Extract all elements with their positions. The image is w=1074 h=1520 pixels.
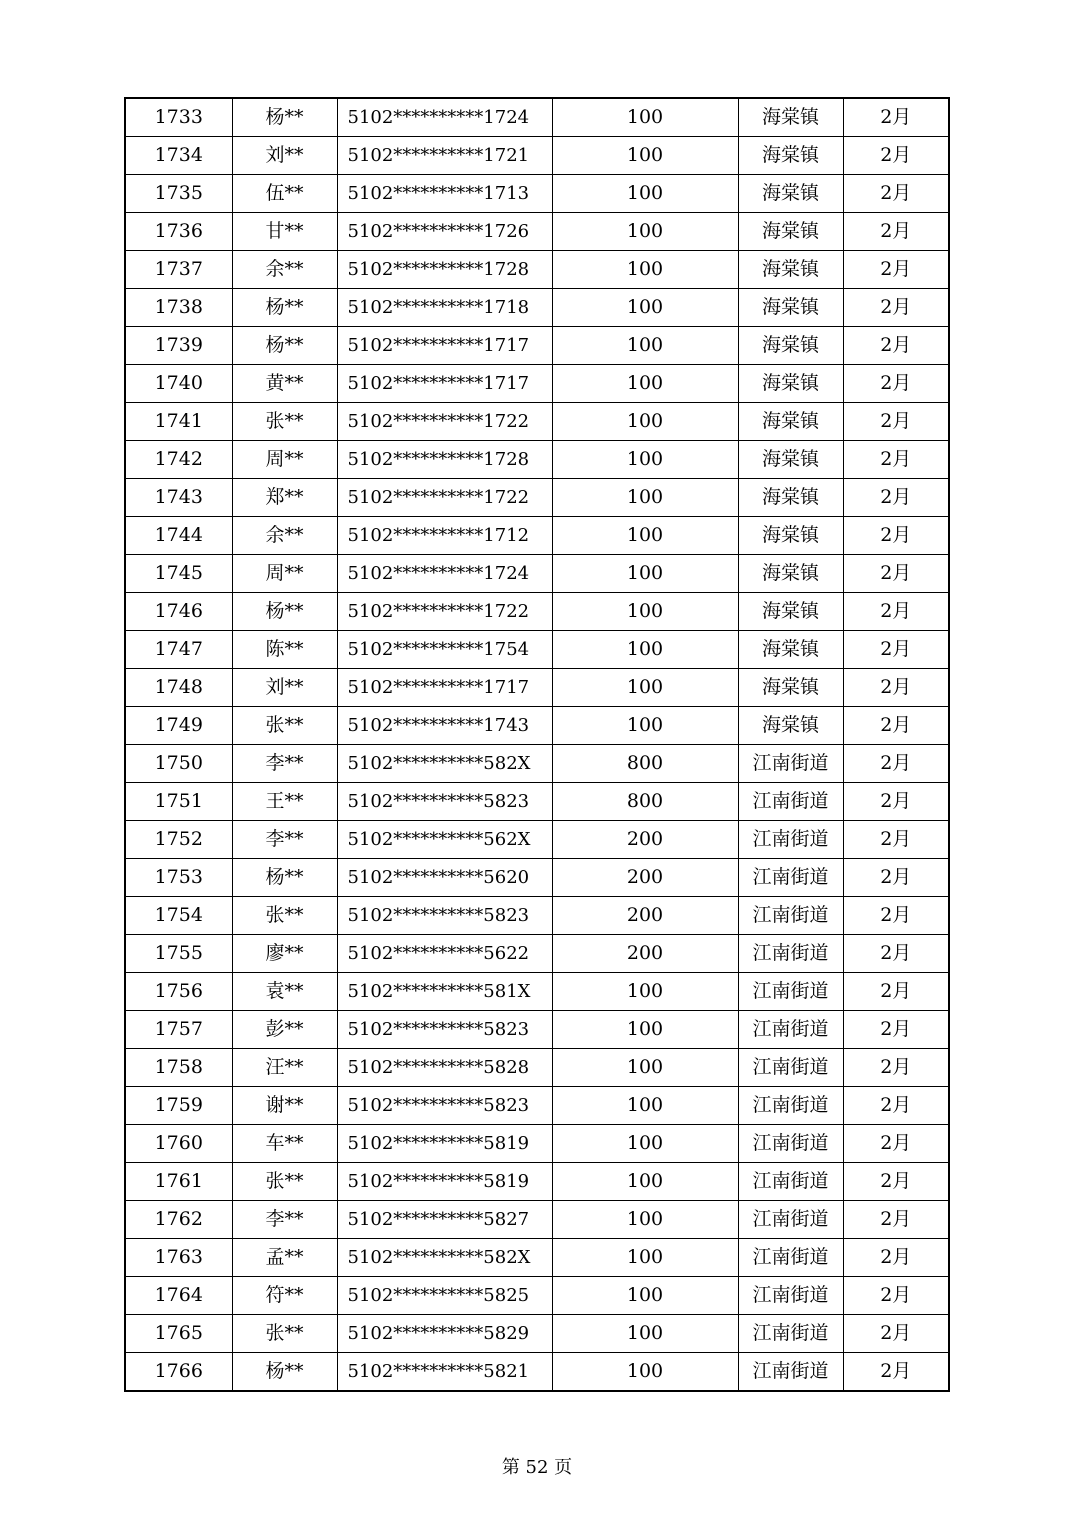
amount-cell: 100 xyxy=(552,175,738,213)
id-number-cell: 5102**********5823 xyxy=(337,897,552,935)
id-number-cell: 5102**********562X xyxy=(337,821,552,859)
row-number-cell: 1739 xyxy=(125,327,232,365)
month-cell: 2月 xyxy=(843,327,949,365)
id-number-cell: 5102**********1717 xyxy=(337,365,552,403)
name-cell: 张** xyxy=(232,1163,337,1201)
month-cell: 2月 xyxy=(843,859,949,897)
district-cell: 海棠镇 xyxy=(738,441,843,479)
row-number-cell: 1753 xyxy=(125,859,232,897)
amount-cell: 100 xyxy=(552,1011,738,1049)
amount-cell: 100 xyxy=(552,555,738,593)
table-row xyxy=(125,1315,949,1353)
id-number-cell: 5102**********5819 xyxy=(337,1125,552,1163)
id-number-cell: 5102**********5828 xyxy=(337,1049,552,1087)
id-number-cell: 5102**********1718 xyxy=(337,289,552,327)
name-cell: 伍** xyxy=(232,175,337,213)
amount-cell: 100 xyxy=(552,213,738,251)
row-number-cell: 1756 xyxy=(125,973,232,1011)
amount-cell: 100 xyxy=(552,973,738,1011)
table-row xyxy=(125,935,949,973)
id-number-cell: 5102**********581X xyxy=(337,973,552,1011)
table-row xyxy=(125,1011,949,1049)
table-row xyxy=(125,745,949,783)
amount-cell: 100 xyxy=(552,707,738,745)
id-number-cell: 5102**********1728 xyxy=(337,251,552,289)
id-number-cell: 5102**********582X xyxy=(337,1239,552,1277)
id-number-cell: 5102**********1712 xyxy=(337,517,552,555)
row-number-cell: 1750 xyxy=(125,745,232,783)
district-cell: 海棠镇 xyxy=(738,707,843,745)
name-cell: 杨** xyxy=(232,327,337,365)
amount-cell: 100 xyxy=(552,593,738,631)
row-number-cell: 1742 xyxy=(125,441,232,479)
amount-cell: 100 xyxy=(552,1163,738,1201)
table-row xyxy=(125,555,949,593)
row-number-cell: 1737 xyxy=(125,251,232,289)
amount-cell: 100 xyxy=(552,479,738,517)
table-row xyxy=(125,1125,949,1163)
amount-cell: 100 xyxy=(552,365,738,403)
id-number-cell: 5102**********5825 xyxy=(337,1277,552,1315)
row-number-cell: 1740 xyxy=(125,365,232,403)
row-number-cell: 1738 xyxy=(125,289,232,327)
month-cell: 2月 xyxy=(843,1353,949,1392)
id-number-cell: 5102**********5827 xyxy=(337,1201,552,1239)
amount-cell: 100 xyxy=(552,1315,738,1353)
month-cell: 2月 xyxy=(843,251,949,289)
id-number-cell: 5102**********1728 xyxy=(337,441,552,479)
id-number-cell: 5102**********1717 xyxy=(337,327,552,365)
row-number-cell: 1766 xyxy=(125,1353,232,1392)
table-row xyxy=(125,821,949,859)
month-cell: 2月 xyxy=(843,897,949,935)
row-number-cell: 1755 xyxy=(125,935,232,973)
amount-cell: 100 xyxy=(552,98,738,137)
month-cell: 2月 xyxy=(843,821,949,859)
district-cell: 海棠镇 xyxy=(738,517,843,555)
district-cell: 江南街道 xyxy=(738,1163,843,1201)
row-number-cell: 1762 xyxy=(125,1201,232,1239)
table-row xyxy=(125,1163,949,1201)
month-cell: 2月 xyxy=(843,1239,949,1277)
district-cell: 海棠镇 xyxy=(738,213,843,251)
district-cell: 江南街道 xyxy=(738,1011,843,1049)
name-cell: 周** xyxy=(232,441,337,479)
row-number-cell: 1757 xyxy=(125,1011,232,1049)
month-cell: 2月 xyxy=(843,935,949,973)
amount-cell: 200 xyxy=(552,897,738,935)
name-cell: 李** xyxy=(232,1201,337,1239)
data-table xyxy=(124,97,950,1392)
id-number-cell: 5102**********1722 xyxy=(337,479,552,517)
row-number-cell: 1746 xyxy=(125,593,232,631)
month-cell: 2月 xyxy=(843,631,949,669)
month-cell: 2月 xyxy=(843,403,949,441)
name-cell: 余** xyxy=(232,517,337,555)
row-number-cell: 1763 xyxy=(125,1239,232,1277)
district-cell: 海棠镇 xyxy=(738,631,843,669)
row-number-cell: 1733 xyxy=(125,98,232,137)
district-cell: 海棠镇 xyxy=(738,593,843,631)
row-number-cell: 1765 xyxy=(125,1315,232,1353)
row-number-cell: 1760 xyxy=(125,1125,232,1163)
district-cell: 江南街道 xyxy=(738,1125,843,1163)
amount-cell: 100 xyxy=(552,403,738,441)
row-number-cell: 1743 xyxy=(125,479,232,517)
month-cell: 2月 xyxy=(843,555,949,593)
id-number-cell: 5102**********1754 xyxy=(337,631,552,669)
table-row xyxy=(125,669,949,707)
amount-cell: 800 xyxy=(552,783,738,821)
name-cell: 张** xyxy=(232,403,337,441)
amount-cell: 100 xyxy=(552,441,738,479)
amount-cell: 100 xyxy=(552,1125,738,1163)
month-cell: 2月 xyxy=(843,98,949,137)
district-cell: 江南街道 xyxy=(738,821,843,859)
month-cell: 2月 xyxy=(843,1087,949,1125)
table-row xyxy=(125,365,949,403)
name-cell: 廖** xyxy=(232,935,337,973)
id-number-cell: 5102**********5821 xyxy=(337,1353,552,1392)
district-cell: 海棠镇 xyxy=(738,175,843,213)
id-number-cell: 5102**********582X xyxy=(337,745,552,783)
row-number-cell: 1736 xyxy=(125,213,232,251)
page-number: 第 52 页 xyxy=(501,1457,573,1478)
district-cell: 江南街道 xyxy=(738,745,843,783)
amount-cell: 100 xyxy=(552,1239,738,1277)
name-cell: 刘** xyxy=(232,137,337,175)
amount-cell: 100 xyxy=(552,1049,738,1087)
id-number-cell: 5102**********5819 xyxy=(337,1163,552,1201)
row-number-cell: 1761 xyxy=(125,1163,232,1201)
row-number-cell: 1764 xyxy=(125,1277,232,1315)
name-cell: 郑** xyxy=(232,479,337,517)
month-cell: 2月 xyxy=(843,1125,949,1163)
name-cell: 杨** xyxy=(232,593,337,631)
district-cell: 海棠镇 xyxy=(738,479,843,517)
amount-cell: 100 xyxy=(552,251,738,289)
id-number-cell: 5102**********1724 xyxy=(337,555,552,593)
district-cell: 江南街道 xyxy=(738,859,843,897)
name-cell: 符** xyxy=(232,1277,337,1315)
table-row xyxy=(125,479,949,517)
amount-cell: 200 xyxy=(552,935,738,973)
name-cell: 周** xyxy=(232,555,337,593)
month-cell: 2月 xyxy=(843,479,949,517)
district-cell: 海棠镇 xyxy=(738,669,843,707)
name-cell: 李** xyxy=(232,821,337,859)
amount-cell: 100 xyxy=(552,1277,738,1315)
district-cell: 江南街道 xyxy=(738,1239,843,1277)
amount-cell: 100 xyxy=(552,1201,738,1239)
id-number-cell: 5102**********5622 xyxy=(337,935,552,973)
month-cell: 2月 xyxy=(843,593,949,631)
name-cell: 杨** xyxy=(232,98,337,137)
name-cell: 袁** xyxy=(232,973,337,1011)
table-row xyxy=(125,289,949,327)
row-number-cell: 1744 xyxy=(125,517,232,555)
row-number-cell: 1735 xyxy=(125,175,232,213)
name-cell: 张** xyxy=(232,707,337,745)
table-row xyxy=(125,441,949,479)
id-number-cell: 5102**********5823 xyxy=(337,783,552,821)
table-row xyxy=(125,973,949,1011)
district-cell: 海棠镇 xyxy=(738,403,843,441)
district-cell: 海棠镇 xyxy=(738,98,843,137)
table-row xyxy=(125,1087,949,1125)
name-cell: 张** xyxy=(232,1315,337,1353)
amount-cell: 800 xyxy=(552,745,738,783)
district-cell: 江南街道 xyxy=(738,1315,843,1353)
table-row xyxy=(125,1277,949,1315)
row-number-cell: 1741 xyxy=(125,403,232,441)
id-number-cell: 5102**********5823 xyxy=(337,1011,552,1049)
district-cell: 海棠镇 xyxy=(738,137,843,175)
month-cell: 2月 xyxy=(843,289,949,327)
name-cell: 汪** xyxy=(232,1049,337,1087)
table-row xyxy=(125,251,949,289)
amount-cell: 100 xyxy=(552,1087,738,1125)
id-number-cell: 5102**********1743 xyxy=(337,707,552,745)
table-row xyxy=(125,98,949,137)
district-cell: 海棠镇 xyxy=(738,251,843,289)
id-number-cell: 5102**********1717 xyxy=(337,669,552,707)
district-cell: 江南街道 xyxy=(738,1049,843,1087)
table-row xyxy=(125,517,949,555)
row-number-cell: 1758 xyxy=(125,1049,232,1087)
name-cell: 彭** xyxy=(232,1011,337,1049)
name-cell: 李** xyxy=(232,745,337,783)
name-cell: 杨** xyxy=(232,859,337,897)
table-row xyxy=(125,327,949,365)
name-cell: 王** xyxy=(232,783,337,821)
amount-cell: 100 xyxy=(552,517,738,555)
name-cell: 甘** xyxy=(232,213,337,251)
district-cell: 江南街道 xyxy=(738,897,843,935)
row-number-cell: 1745 xyxy=(125,555,232,593)
name-cell: 陈** xyxy=(232,631,337,669)
month-cell: 2月 xyxy=(843,1201,949,1239)
month-cell: 2月 xyxy=(843,669,949,707)
table-row xyxy=(125,1049,949,1087)
district-cell: 海棠镇 xyxy=(738,289,843,327)
id-number-cell: 5102**********5620 xyxy=(337,859,552,897)
table-body xyxy=(125,98,949,1391)
month-cell: 2月 xyxy=(843,175,949,213)
district-cell: 江南街道 xyxy=(738,973,843,1011)
table-row xyxy=(125,213,949,251)
name-cell: 杨** xyxy=(232,1353,337,1392)
table-row xyxy=(125,593,949,631)
month-cell: 2月 xyxy=(843,783,949,821)
row-number-cell: 1748 xyxy=(125,669,232,707)
district-cell: 江南街道 xyxy=(738,1087,843,1125)
id-number-cell: 5102**********1726 xyxy=(337,213,552,251)
district-cell: 江南街道 xyxy=(738,783,843,821)
row-number-cell: 1752 xyxy=(125,821,232,859)
district-cell: 江南街道 xyxy=(738,935,843,973)
month-cell: 2月 xyxy=(843,707,949,745)
amount-cell: 100 xyxy=(552,631,738,669)
amount-cell: 100 xyxy=(552,327,738,365)
district-cell: 江南街道 xyxy=(738,1277,843,1315)
name-cell: 谢** xyxy=(232,1087,337,1125)
id-number-cell: 5102**********1713 xyxy=(337,175,552,213)
id-number-cell: 5102**********1724 xyxy=(337,98,552,137)
amount-cell: 200 xyxy=(552,859,738,897)
name-cell: 黄** xyxy=(232,365,337,403)
month-cell: 2月 xyxy=(843,1011,949,1049)
amount-cell: 100 xyxy=(552,669,738,707)
month-cell: 2月 xyxy=(843,1049,949,1087)
district-cell: 江南街道 xyxy=(738,1201,843,1239)
table-row xyxy=(125,631,949,669)
id-number-cell: 5102**********5823 xyxy=(337,1087,552,1125)
amount-cell: 100 xyxy=(552,137,738,175)
district-cell: 海棠镇 xyxy=(738,365,843,403)
month-cell: 2月 xyxy=(843,517,949,555)
row-number-cell: 1749 xyxy=(125,707,232,745)
id-number-cell: 5102**********1722 xyxy=(337,593,552,631)
row-number-cell: 1759 xyxy=(125,1087,232,1125)
name-cell: 张** xyxy=(232,897,337,935)
month-cell: 2月 xyxy=(843,1163,949,1201)
name-cell: 孟** xyxy=(232,1239,337,1277)
month-cell: 2月 xyxy=(843,213,949,251)
name-cell: 车** xyxy=(232,1125,337,1163)
table-row xyxy=(125,707,949,745)
name-cell: 杨** xyxy=(232,289,337,327)
table-row xyxy=(125,403,949,441)
name-cell: 余** xyxy=(232,251,337,289)
id-number-cell: 5102**********5829 xyxy=(337,1315,552,1353)
row-number-cell: 1747 xyxy=(125,631,232,669)
district-cell: 江南街道 xyxy=(738,1353,843,1392)
district-cell: 海棠镇 xyxy=(738,555,843,593)
table-row xyxy=(125,859,949,897)
month-cell: 2月 xyxy=(843,365,949,403)
row-number-cell: 1754 xyxy=(125,897,232,935)
month-cell: 2月 xyxy=(843,745,949,783)
table-row xyxy=(125,897,949,935)
district-cell: 海棠镇 xyxy=(738,327,843,365)
table-row xyxy=(125,1201,949,1239)
month-cell: 2月 xyxy=(843,1277,949,1315)
row-number-cell: 1751 xyxy=(125,783,232,821)
month-cell: 2月 xyxy=(843,137,949,175)
amount-cell: 200 xyxy=(552,821,738,859)
table-row xyxy=(125,1353,949,1392)
month-cell: 2月 xyxy=(843,1315,949,1353)
name-cell: 刘** xyxy=(232,669,337,707)
table-row xyxy=(125,783,949,821)
amount-cell: 100 xyxy=(552,289,738,327)
amount-cell: 100 xyxy=(552,1353,738,1392)
table-row xyxy=(125,137,949,175)
table-row xyxy=(125,175,949,213)
month-cell: 2月 xyxy=(843,441,949,479)
id-number-cell: 5102**********1722 xyxy=(337,403,552,441)
row-number-cell: 1734 xyxy=(125,137,232,175)
id-number-cell: 5102**********1721 xyxy=(337,137,552,175)
table-row xyxy=(125,1239,949,1277)
month-cell: 2月 xyxy=(843,973,949,1011)
